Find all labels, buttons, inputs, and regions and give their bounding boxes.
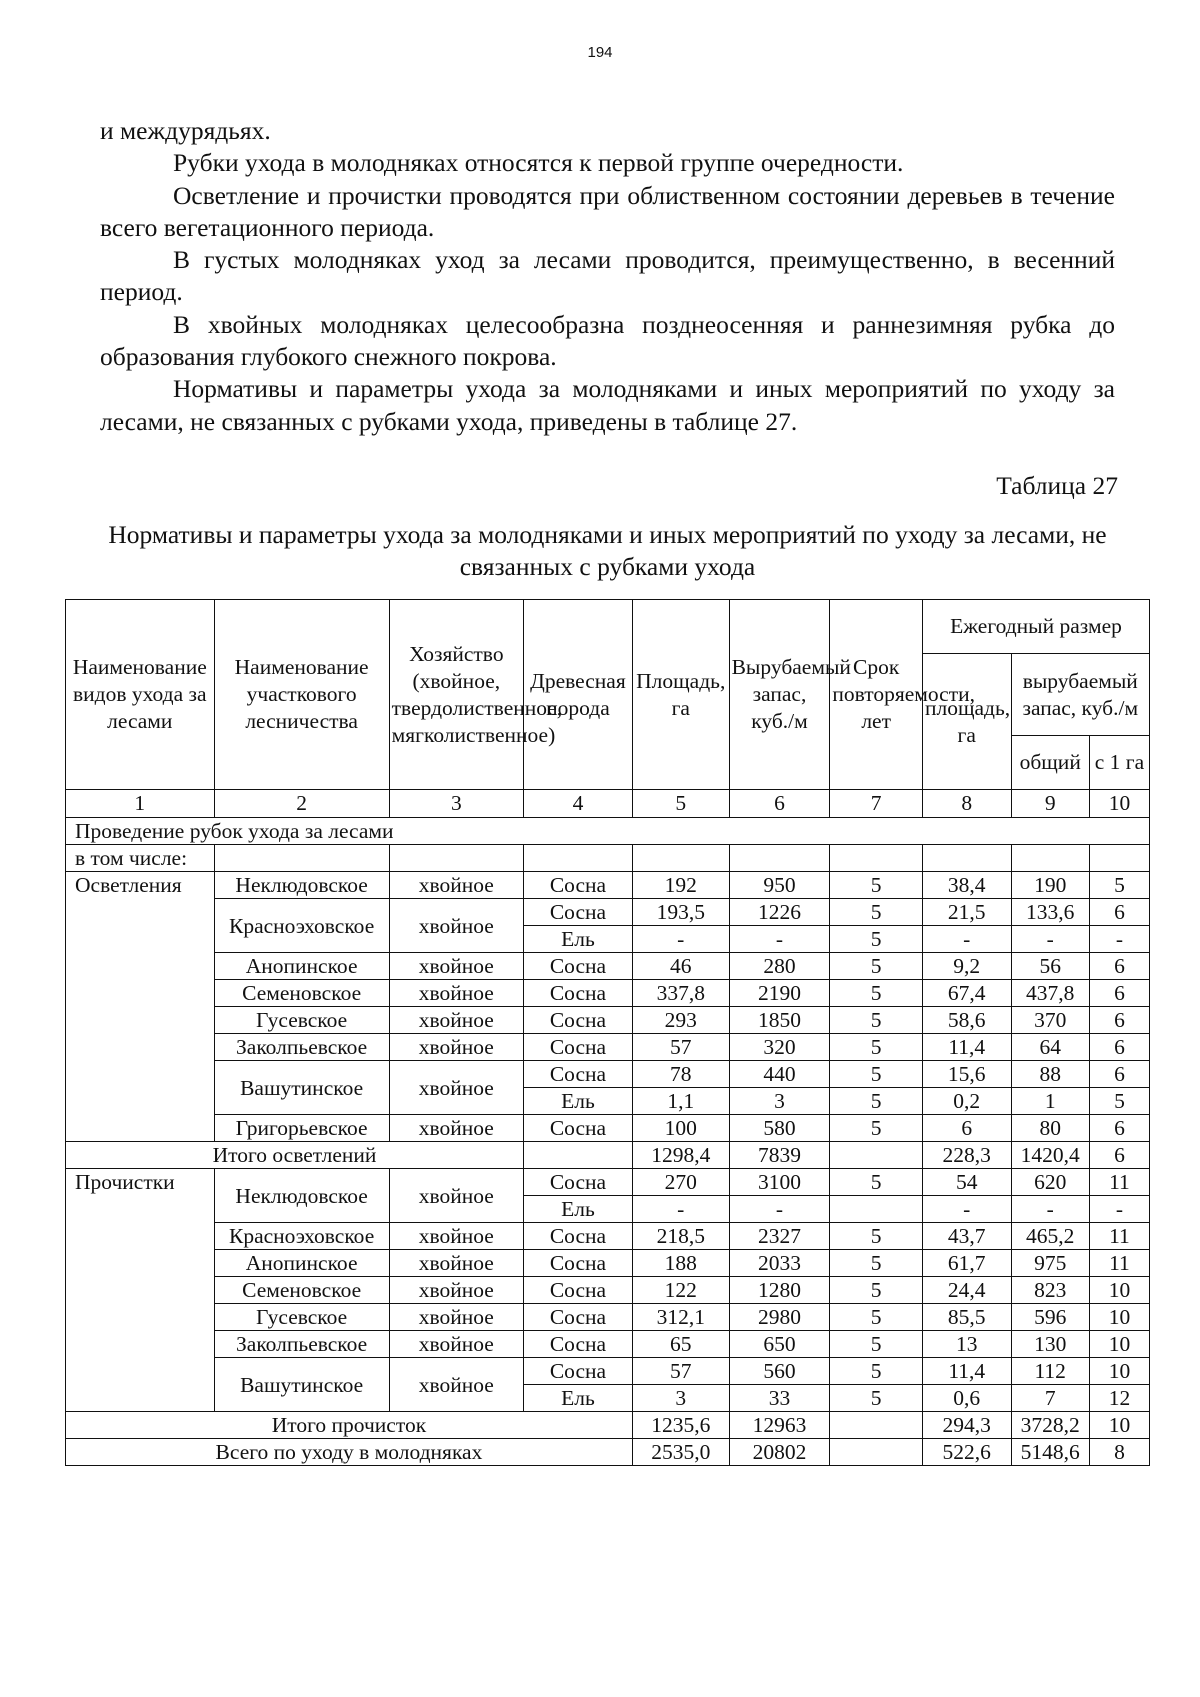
header-stock: Вырубаемый запас, куб./м [729, 600, 830, 790]
paragraph: В густых молодняках уход за лесами проводится, преимущественно, в весенний период. [100, 245, 1115, 307]
header-stock-total: общий [1011, 736, 1089, 790]
table-title: Нормативы и параметры ухода за молодняками и иных мероприятий по уходу за лесами, не связанных с рубками ухода [108, 520, 1107, 581]
annual-stock-cell: 3728,2 [1011, 1412, 1089, 1439]
annual-area-cell: 294,3 [922, 1412, 1011, 1439]
paragraph: В хвойных молодняках целесообразна позднеосенняя и раннезимняя рубка до образования глубокого снежного покрова. [100, 309, 1115, 372]
period-cell: 5 [830, 953, 923, 980]
forestry-cell: Заколпьевское [214, 1034, 389, 1061]
area-cell: 122 [632, 1277, 729, 1304]
stock-cell: 650 [729, 1331, 830, 1358]
area-cell: 192 [632, 872, 729, 899]
col-number: 8 [922, 790, 1011, 818]
economy-cell: хвойное [389, 1034, 523, 1061]
stock-cell: - [729, 1196, 830, 1223]
area-cell: 218,5 [632, 1223, 729, 1250]
header-annual: Ежегодный размер [922, 600, 1149, 654]
annual-stock-cell: 112 [1011, 1358, 1089, 1385]
subtotal-label: Итого прочисток [66, 1412, 633, 1439]
empty-cell [524, 1142, 633, 1169]
area-cell: 65 [632, 1331, 729, 1358]
empty-cell [214, 845, 389, 872]
stock-cell: 280 [729, 953, 830, 980]
table-row [66, 980, 1150, 1007]
period-cell: 5 [830, 872, 923, 899]
species-cell: Сосна [524, 1034, 633, 1061]
stock-cell: 2033 [729, 1250, 830, 1277]
economy-cell: хвойное [389, 1115, 523, 1142]
area-cell: 100 [632, 1115, 729, 1142]
per-ha-cell: 6 [1089, 1115, 1149, 1142]
annual-stock-cell: 56 [1011, 953, 1089, 980]
table-row [66, 1358, 1150, 1385]
annual-area-cell: 54 [922, 1169, 1011, 1196]
per-ha-cell: - [1089, 926, 1149, 953]
forestry-cell: Заколпьевское [214, 1331, 389, 1358]
stock-cell: 3 [729, 1088, 830, 1115]
per-ha-cell: 6 [1089, 899, 1149, 926]
economy-cell: хвойное [389, 872, 523, 899]
annual-stock-cell: 133,6 [1011, 899, 1089, 926]
species-cell: Сосна [524, 872, 633, 899]
table-row [66, 1007, 1150, 1034]
period-cell: 5 [830, 899, 923, 926]
period-cell: 5 [830, 1223, 923, 1250]
header-period: Срок повторяемости, лет [830, 600, 923, 790]
annual-stock-cell: 437,8 [1011, 980, 1089, 1007]
area-cell: 188 [632, 1250, 729, 1277]
annual-stock-cell: 5148,6 [1011, 1439, 1089, 1466]
period-cell: 5 [830, 1115, 923, 1142]
period-cell: 5 [830, 1088, 923, 1115]
period-cell: 5 [830, 980, 923, 1007]
per-ha-cell: 5 [1089, 1088, 1149, 1115]
period-cell: 5 [830, 1169, 923, 1196]
paragraph: Осветление и прочистки проводятся при облиственном состоянии деревьев в течение всего вегетационного периода. [100, 180, 1115, 242]
species-cell: Сосна [524, 1277, 633, 1304]
paragraph: Нормативы и параметры ухода за молодняками и иных мероприятий по уходу за лесами, не связанных с рубками ухода, приведены в таблице 27. [100, 374, 1115, 436]
period-cell: 5 [830, 1331, 923, 1358]
stock-cell: 3100 [729, 1169, 830, 1196]
paragraph: Рубки ухода в молодняках относятся к первой группе очередности. [173, 148, 904, 178]
economy-cell: хвойное [389, 980, 523, 1007]
subtotal-row [66, 1412, 1150, 1439]
header-annual-stock: вырубаемый запас, куб./м [1011, 654, 1149, 736]
species-cell: Сосна [524, 899, 633, 926]
forest-care-table [65, 599, 1150, 1466]
per-ha-cell: 6 [1089, 953, 1149, 980]
forestry-cell: Вашутинское [214, 1358, 389, 1412]
stock-cell: 2190 [729, 980, 830, 1007]
annual-area-cell: 0,6 [922, 1385, 1011, 1412]
species-cell: Сосна [524, 1115, 633, 1142]
empty-cell [389, 845, 523, 872]
annual-area-cell: - [922, 1196, 1011, 1223]
forestry-cell: Неклюдовское [214, 1169, 389, 1223]
stock-cell: 950 [729, 872, 830, 899]
table-number: Таблица 27 [996, 471, 1118, 500]
col-number: 4 [524, 790, 633, 818]
care-kind-label: Осветления [66, 872, 215, 1142]
empty-cell [632, 845, 729, 872]
annual-stock-cell: 975 [1011, 1250, 1089, 1277]
annual-stock-cell: 7 [1011, 1385, 1089, 1412]
economy-cell: хвойное [389, 1223, 523, 1250]
table-row [66, 1061, 1150, 1088]
grand-total-row [66, 1439, 1150, 1466]
stock-cell: 2327 [729, 1223, 830, 1250]
species-cell: Сосна [524, 1331, 633, 1358]
per-ha-cell: 10 [1089, 1277, 1149, 1304]
annual-stock-cell: - [1011, 926, 1089, 953]
table-row [66, 899, 1150, 926]
annual-area-cell: 67,4 [922, 980, 1011, 1007]
forestry-cell: Григорьевское [214, 1115, 389, 1142]
period-cell: 5 [830, 1385, 923, 1412]
annual-area-cell: 38,4 [922, 872, 1011, 899]
period-cell: 5 [830, 926, 923, 953]
forestry-cell: Семеновское [214, 980, 389, 1007]
annual-stock-cell: - [1011, 1196, 1089, 1223]
per-ha-cell: 10 [1089, 1331, 1149, 1358]
per-ha-cell: 11 [1089, 1250, 1149, 1277]
annual-stock-cell: 1420,4 [1011, 1142, 1089, 1169]
stock-cell: 12963 [729, 1412, 830, 1439]
area-cell: 193,5 [632, 899, 729, 926]
period-cell: 5 [830, 1358, 923, 1385]
per-ha-cell: 11 [1089, 1169, 1149, 1196]
annual-area-cell: 61,7 [922, 1250, 1011, 1277]
period-cell: 5 [830, 1277, 923, 1304]
subtotal-label: Итого осветлений [66, 1142, 524, 1169]
stock-cell: 20802 [729, 1439, 830, 1466]
empty-cell [830, 1142, 923, 1169]
period-cell: 5 [830, 1304, 923, 1331]
species-cell: Сосна [524, 1007, 633, 1034]
area-cell: 2535,0 [632, 1439, 729, 1466]
area-cell: 57 [632, 1358, 729, 1385]
empty-cell [1011, 845, 1089, 872]
species-cell: Ель [524, 1385, 633, 1412]
header-area: Площадь, га [632, 600, 729, 790]
header-forestry: Наименование участкового лесничества [214, 600, 389, 790]
forestry-cell: Анопинское [214, 953, 389, 980]
species-cell: Ель [524, 1088, 633, 1115]
table-row [66, 1169, 1150, 1196]
economy-cell: хвойное [389, 1169, 523, 1223]
forestry-cell: Анопинское [214, 1250, 389, 1277]
header-stock-per-ha: с 1 га [1089, 736, 1149, 790]
per-ha-cell: 10 [1089, 1304, 1149, 1331]
per-ha-cell: 6 [1089, 1142, 1149, 1169]
annual-area-cell: 6 [922, 1115, 1011, 1142]
economy-cell: хвойное [389, 1358, 523, 1412]
species-cell: Сосна [524, 1169, 633, 1196]
period-cell: 5 [830, 1007, 923, 1034]
stock-cell: 33 [729, 1385, 830, 1412]
annual-stock-cell: 823 [1011, 1277, 1089, 1304]
species-cell: Сосна [524, 980, 633, 1007]
annual-stock-cell: 88 [1011, 1061, 1089, 1088]
area-cell: 312,1 [632, 1304, 729, 1331]
area-cell: - [632, 1196, 729, 1223]
species-cell: Ель [524, 1196, 633, 1223]
area-cell: 46 [632, 953, 729, 980]
including-label: в том числе: [66, 845, 215, 872]
table-row [66, 1277, 1150, 1304]
area-cell: 1,1 [632, 1088, 729, 1115]
economy-cell: хвойное [389, 1304, 523, 1331]
paragraph: и междурядьях. [100, 116, 271, 145]
stock-cell: 1850 [729, 1007, 830, 1034]
forestry-cell: Красноэховское [214, 1223, 389, 1250]
annual-area-cell: 58,6 [922, 1007, 1011, 1034]
header-species: Древесная порода [524, 600, 633, 790]
table-row [66, 1304, 1150, 1331]
annual-area-cell: 9,2 [922, 953, 1011, 980]
per-ha-cell: 6 [1089, 980, 1149, 1007]
subtotal-row [66, 1142, 1150, 1169]
col-number: 6 [729, 790, 830, 818]
annual-stock-cell: 620 [1011, 1169, 1089, 1196]
annual-stock-cell: 64 [1011, 1034, 1089, 1061]
annual-area-cell: 522,6 [922, 1439, 1011, 1466]
stock-cell: 440 [729, 1061, 830, 1088]
area-cell: - [632, 926, 729, 953]
area-cell: 57 [632, 1034, 729, 1061]
per-ha-cell: - [1089, 1196, 1149, 1223]
annual-area-cell: 85,5 [922, 1304, 1011, 1331]
species-cell: Сосна [524, 1304, 633, 1331]
per-ha-cell: 12 [1089, 1385, 1149, 1412]
species-cell: Сосна [524, 1358, 633, 1385]
body-text [100, 115, 1115, 438]
header-economy: Хозяйство (хвойное, твердолиственное, мягколиственное) [389, 600, 523, 790]
annual-stock-cell: 370 [1011, 1007, 1089, 1034]
area-cell: 3 [632, 1385, 729, 1412]
economy-cell: хвойное [389, 899, 523, 953]
per-ha-cell: 6 [1089, 1061, 1149, 1088]
annual-stock-cell: 130 [1011, 1331, 1089, 1358]
per-ha-cell: 10 [1089, 1358, 1149, 1385]
stock-cell: 1280 [729, 1277, 830, 1304]
annual-area-cell: 21,5 [922, 899, 1011, 926]
area-cell: 293 [632, 1007, 729, 1034]
col-number: 9 [1011, 790, 1089, 818]
per-ha-cell: 11 [1089, 1223, 1149, 1250]
annual-stock-cell: 465,2 [1011, 1223, 1089, 1250]
economy-cell: хвойное [389, 1277, 523, 1304]
table-row [66, 1223, 1150, 1250]
col-number: 5 [632, 790, 729, 818]
annual-area-cell: 11,4 [922, 1358, 1011, 1385]
stock-cell: 320 [729, 1034, 830, 1061]
table-row [66, 1250, 1150, 1277]
forestry-cell: Неклюдовское [214, 872, 389, 899]
stock-cell: 1226 [729, 899, 830, 926]
stock-cell: 7839 [729, 1142, 830, 1169]
economy-cell: хвойное [389, 1007, 523, 1034]
empty-cell [729, 845, 830, 872]
area-cell: 270 [632, 1169, 729, 1196]
species-cell: Сосна [524, 953, 633, 980]
annual-area-cell: 13 [922, 1331, 1011, 1358]
per-ha-cell: 8 [1089, 1439, 1149, 1466]
forestry-cell: Семеновское [214, 1277, 389, 1304]
period-cell [830, 1196, 923, 1223]
species-cell: Сосна [524, 1250, 633, 1277]
economy-cell: хвойное [389, 1250, 523, 1277]
forestry-cell: Гусевское [214, 1007, 389, 1034]
forestry-cell: Красноэховское [214, 899, 389, 953]
forestry-cell: Вашутинское [214, 1061, 389, 1115]
header-annual-area: площадь, га [922, 654, 1011, 790]
annual-area-cell: 0,2 [922, 1088, 1011, 1115]
table-row [66, 1034, 1150, 1061]
economy-cell: хвойное [389, 953, 523, 980]
annual-area-cell: 43,7 [922, 1223, 1011, 1250]
area-cell: 1235,6 [632, 1412, 729, 1439]
col-number: 1 [66, 790, 215, 818]
empty-cell [1089, 845, 1149, 872]
annual-stock-cell: 80 [1011, 1115, 1089, 1142]
header-kind: Наименование видов ухода за лесами [66, 600, 215, 790]
annual-area-cell: 24,4 [922, 1277, 1011, 1304]
col-number: 3 [389, 790, 523, 818]
species-cell: Сосна [524, 1061, 633, 1088]
species-cell: Сосна [524, 1223, 633, 1250]
area-cell: 337,8 [632, 980, 729, 1007]
col-number: 2 [214, 790, 389, 818]
economy-cell: хвойное [389, 1061, 523, 1115]
period-cell: 5 [830, 1034, 923, 1061]
species-cell: Ель [524, 926, 633, 953]
empty-cell [830, 845, 923, 872]
per-ha-cell: 6 [1089, 1007, 1149, 1034]
economy-cell: хвойное [389, 1331, 523, 1358]
annual-area-cell: 15,6 [922, 1061, 1011, 1088]
col-number: 7 [830, 790, 923, 818]
annual-stock-cell: 596 [1011, 1304, 1089, 1331]
annual-stock-cell: 1 [1011, 1088, 1089, 1115]
care-kind-label: Прочистки [66, 1169, 215, 1412]
empty-cell [830, 1412, 923, 1439]
table-row [66, 1115, 1150, 1142]
period-cell: 5 [830, 1061, 923, 1088]
stock-cell: - [729, 926, 830, 953]
section-row: Проведение рубок ухода за лесами [66, 818, 1150, 845]
stock-cell: 2980 [729, 1304, 830, 1331]
table-row [66, 872, 1150, 899]
per-ha-cell: 6 [1089, 1034, 1149, 1061]
table-row [66, 1331, 1150, 1358]
annual-area-cell: - [922, 926, 1011, 953]
empty-cell [524, 845, 633, 872]
forestry-cell: Гусевское [214, 1304, 389, 1331]
table-row [66, 953, 1150, 980]
area-cell: 1298,4 [632, 1142, 729, 1169]
period-cell: 5 [830, 1250, 923, 1277]
annual-stock-cell: 190 [1011, 872, 1089, 899]
stock-cell: 580 [729, 1115, 830, 1142]
page-number: 194 [587, 44, 613, 61]
per-ha-cell: 10 [1089, 1412, 1149, 1439]
annual-area-cell: 228,3 [922, 1142, 1011, 1169]
area-cell: 78 [632, 1061, 729, 1088]
empty-cell [922, 845, 1011, 872]
annual-area-cell: 11,4 [922, 1034, 1011, 1061]
grand-total-label: Всего по уходу в молодняках [66, 1439, 633, 1466]
stock-cell: 560 [729, 1358, 830, 1385]
per-ha-cell: 5 [1089, 872, 1149, 899]
empty-cell [830, 1439, 923, 1466]
col-number: 10 [1089, 790, 1149, 818]
